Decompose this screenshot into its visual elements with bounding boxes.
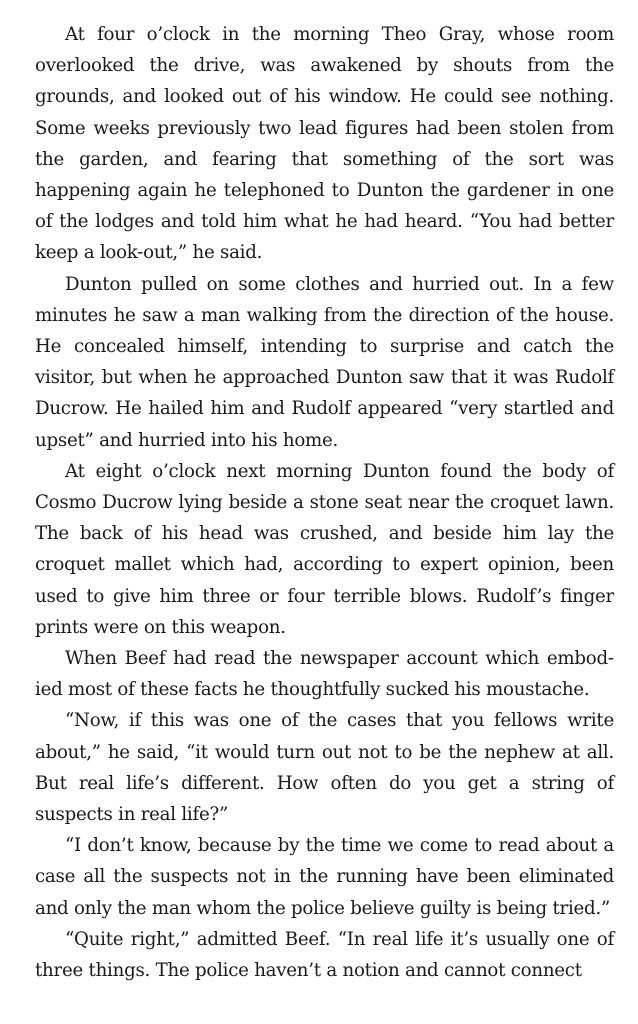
paragraph-2: Dunton pulled on some clothes and hurried out. In a few minutes he saw a man walking from the direction of the house. He concealed himself, intending to surprise and catch the visitor, but when he approached Dunton saw that it was Rudolf Ducrow. He hailed him and Rudolf appeared “very startled and upset” and hurried into his home.: [35, 273, 614, 451]
paragraph-5: “Now, if this was one of the cases that you fellows write about,” he said, “it would turn out not to be the nephew at all. But real life’s different. How often do you get a string of suspects in real life?”: [35, 710, 614, 826]
paragraph-1: At four o’clock in the morning Theo Gray, whose room overlooked the drive, was awakened by shouts from the grounds, and looked out of his window. He could see nothing. Some weeks previously two lead figures had been stolen from the garden, and fearing that something of the sort was happening again he telephoned to Dunton the gardener in one of the lodges and told him what he had heard. “You had better keep a look-out,” he said.: [35, 24, 614, 264]
paragraph-4: When Beef had read the newspaper account which embodied most of these facts he thoughtfully sucked his moustache.: [35, 648, 614, 701]
paragraph-3: At eight o’clock next morning Dunton found the body of Cosmo Ducrow lying beside a stone seat near the croquet lawn. The back of his head was crushed, and beside him lay the croquet mallet which had, according to expert opinion, been used to give him three or four terrible blows. Rudolf’s finger prints were on this weapon.: [35, 460, 614, 638]
paragraph-6: “I don’t know, because by the time we come to read about a case all the suspects not in the running have been eliminated and only the man whom the police believe guilty is being tried.”: [35, 835, 614, 919]
book-page: [35, 19, 614, 986]
paragraph-7: “Quite right,” admitted Beef. “In real life it’s usually one of three things. The police haven’t a notion and cannot connect: [35, 928, 614, 982]
